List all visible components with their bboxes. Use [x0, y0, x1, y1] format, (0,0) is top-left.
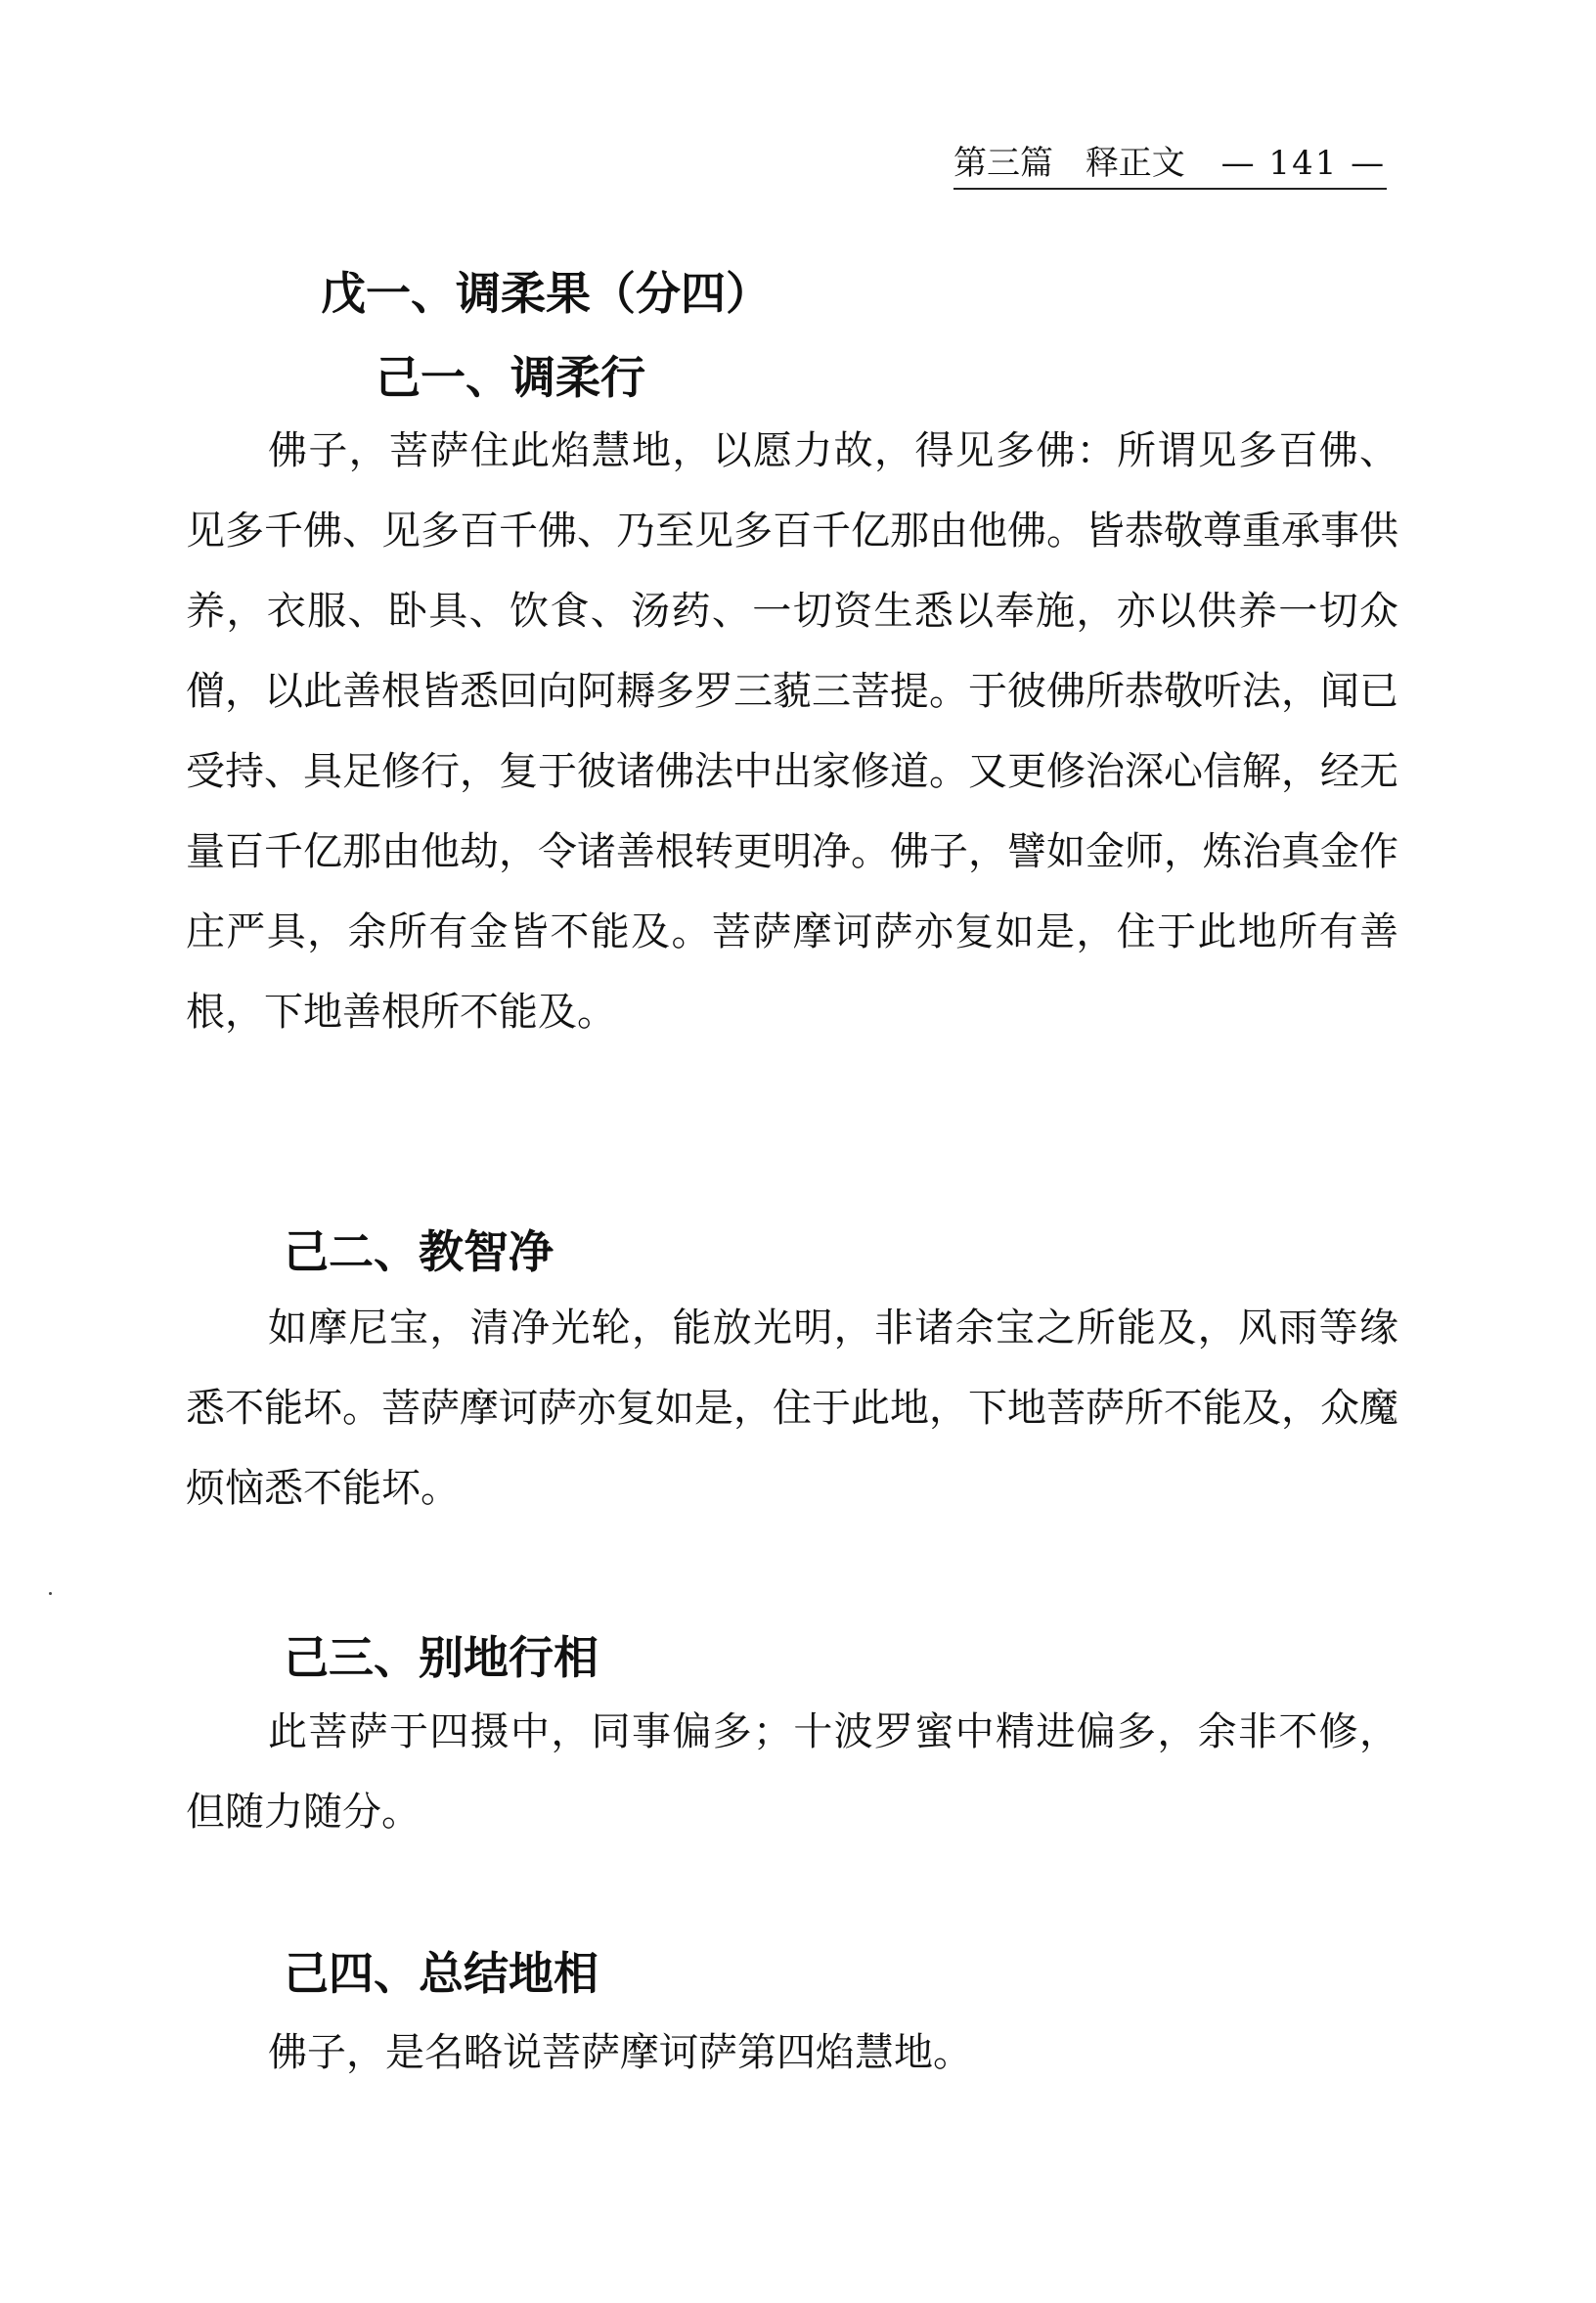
- header-part: 第三篇: [953, 144, 1053, 183]
- main-heading: 戊一、调柔果（分四）: [321, 267, 771, 320]
- scan-speck: [49, 1592, 52, 1595]
- running-header: [953, 139, 1387, 190]
- section-paragraph: 佛子，菩萨住此焰慧地，以愿力故，得见多佛：所谓见多百佛、见多千佛、见多百千佛、乃至见多百千亿那由他佛。皆恭敬尊重承事供养，衣服、卧具、饮食、汤药、一切资生悉以奉施，亦以供养一切众僧，以此善根皆悉回向阿耨多罗三藐三菩提。于彼佛所恭敬听法，闻已受持、具足修行，复于彼诸佛法中出家修道。又更修治深心信解，经无量百千亿那由他劫，令诸善根转更明净。佛子，譬如金师，炼治真金作庄严具，余所有金皆不能及。菩萨摩诃萨亦复如是，住于此地所有善根，下地善根所不能及。: [186, 428, 1398, 1035]
- section-paragraph: 此菩萨于四摄中，同事偏多；十波罗蜜中精进偏多，余非不修，但随力随分。: [186, 1709, 1398, 1835]
- section-heading: 己二、教智净: [284, 1225, 554, 1278]
- section-heading: 己一、调柔行: [376, 351, 645, 404]
- header-page-number: — 141 —: [1220, 144, 1387, 183]
- section-heading: 己三、别地行相: [284, 1631, 598, 1684]
- header-section: 释正文: [1085, 144, 1185, 183]
- section-heading: 己四、总结地相: [284, 1947, 598, 2000]
- section-paragraph: 如摩尼宝，清净光轮，能放光明，非诸余宝之所能及，风雨等缘悉不能坏。菩萨摩诃萨亦复如是，住于此地，下地菩萨所不能及，众魔烦恼悉不能坏。: [186, 1306, 1398, 1511]
- section-paragraph: 佛子，是名略说菩萨摩诃萨第四焰慧地。: [268, 2030, 972, 2075]
